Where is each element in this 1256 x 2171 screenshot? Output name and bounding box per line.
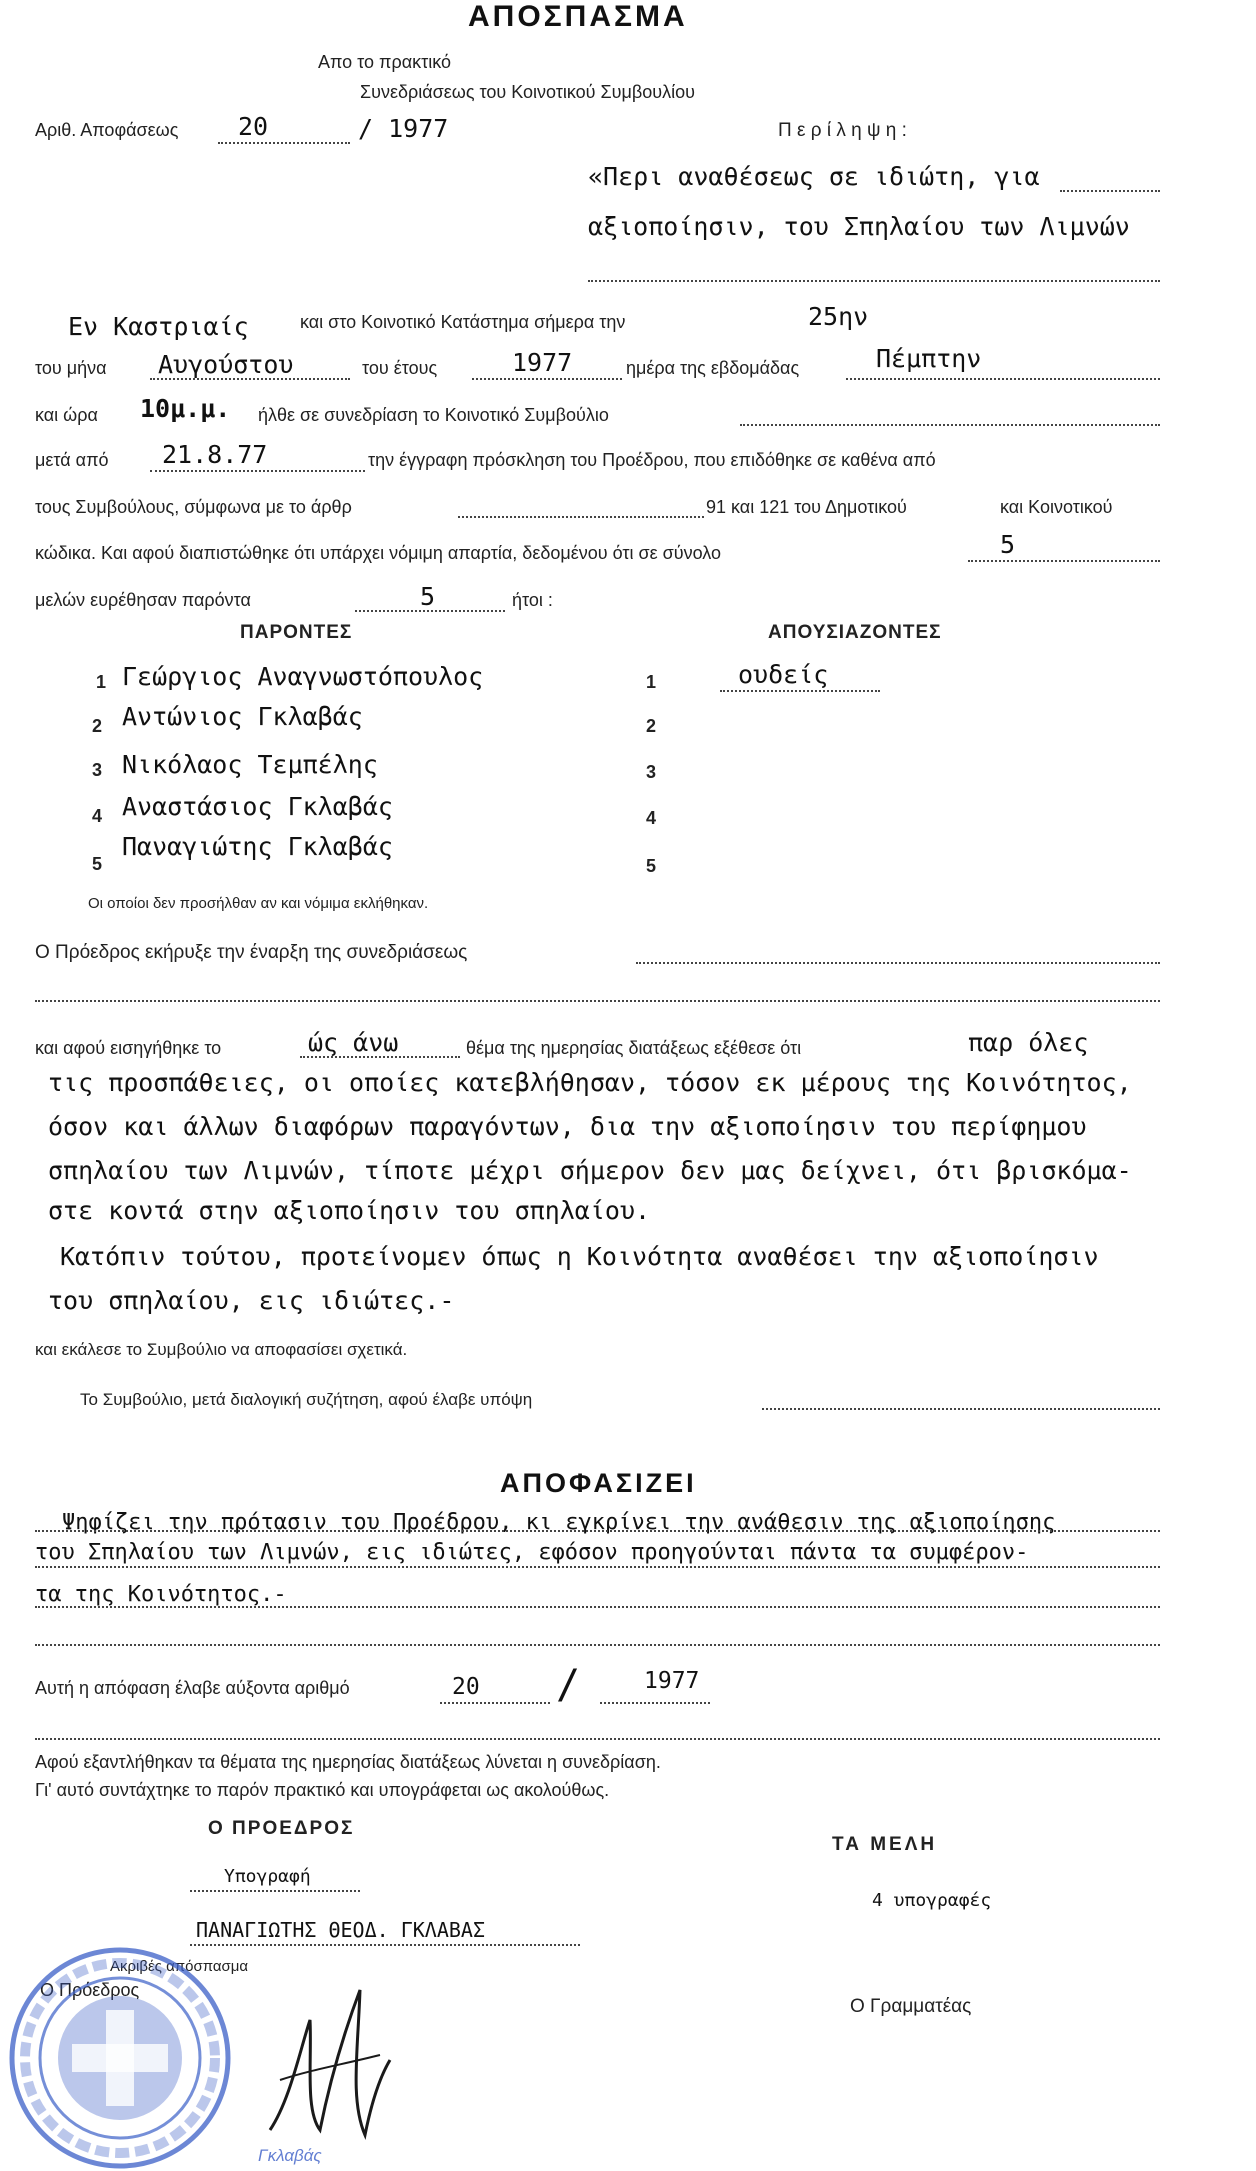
serial-label: Αυτή η απόφαση έλαβε αύξοντα αριθμό [35, 1678, 350, 1698]
meeting-line-1: και στο Κοινοτικό Κατάστημα σήμερα την [300, 312, 626, 332]
present-number: 2 [92, 716, 103, 736]
dotted-line [846, 378, 1160, 380]
proposal-line: του σπηλαίου, εις ιδιώτες.- [48, 1286, 455, 1315]
intro-start: παρ όλες [968, 1028, 1089, 1057]
stamp-seal [0, 1940, 290, 2171]
document-title: ΑΠΟΣΠΑΣΜΑ [468, 0, 688, 33]
law-text-2: και Κοινοτικού [1000, 497, 1113, 517]
present-number: 1 [96, 672, 107, 692]
total-members: 5 [1000, 530, 1016, 559]
body-line: στε κοντά στην αξιοποίησιν του σπηλαίου. [48, 1196, 651, 1225]
summary-line-1: «Περι αναθέσεως σε ιδιώτη, για [588, 162, 1040, 191]
decides-heading: ΑΠΟΦΑΣΙΖΕΙ [500, 1468, 697, 1498]
meeting-hour: 10μ.μ. [140, 394, 231, 423]
dotted-line [35, 1738, 1160, 1740]
signature-label: Υπογραφή [224, 1866, 311, 1887]
decision-label: Αριθ. Αποφάσεως [35, 120, 179, 140]
present-number: 4 [92, 806, 103, 826]
dotted-line [636, 962, 1160, 964]
closing-line-2: Γι' αυτό συντάχτηκε το παρόν πρακτικό και υπογράφεται ως ακολούθως. [35, 1780, 610, 1800]
dotted-line [35, 1644, 1160, 1646]
decision-line: τα της Κοινότητος.- [35, 1582, 287, 1607]
dotted-line [472, 378, 622, 380]
proposal-line: Κατόπιν τούτου, προτείνομεν όπως η Κοινότητα αναθέσει την αξιοποίησιν [60, 1242, 1099, 1271]
dotted-line [355, 610, 505, 612]
absent-name: ουδείς [738, 660, 829, 689]
year-label: του έτους [362, 358, 438, 378]
members-signatures: 4 υπογραφές [872, 1890, 992, 1911]
invitation-date: 21.8.77 [162, 440, 268, 469]
absent-number: 4 [646, 808, 657, 828]
body-line: τις προσπάθειες, οι οποίες κατεβλήθησαν, τόσον εκ μέρους της Κοινότητος, [48, 1068, 1132, 1097]
serial-number: 20 [452, 1674, 480, 1700]
intro-label: και αφού εισηγήθηκε το [35, 1038, 222, 1058]
copy-certification: Ακριβές απόσπασμα [110, 1958, 249, 1975]
namely-label: ήτοι : [512, 590, 553, 610]
meeting-month: Αυγούστου [158, 350, 294, 379]
dotted-line [968, 560, 1160, 562]
handwritten-signature [250, 1960, 410, 2160]
president-opened: Ο Πρόεδρος εκήρυξε την έναρξη της συνεδριάσεως [35, 942, 468, 963]
meeting-day: 25ην [808, 302, 869, 331]
dotted-line [588, 280, 1160, 282]
law-articles: 91 και 121 του Δημοτικού [706, 497, 907, 517]
hour-label: και ώρα [35, 405, 98, 425]
dotted-line [1060, 190, 1160, 192]
after-text: την έγγραφη πρόσκληση του Προέδρου, που επιδόθηκε σε καθένα από [368, 450, 936, 470]
quorum-text: κώδικα. Και αφού διαπιστώθηκε ότι υπάρχει νόμιμη απαρτία, δεδομένου ότι σε σύνολο [35, 543, 721, 563]
after-label: μετά από [35, 450, 109, 470]
present-name: Αντώνιος Γκλαβάς [122, 702, 363, 731]
present-number: 3 [92, 760, 103, 780]
body-line: σπηλαίου των Λιμνών, τίποτε μέχρι σήμερον δεν μας δείχνει, ότι βρισκόμα- [48, 1156, 1132, 1185]
dotted-line [35, 1000, 1160, 1002]
present-name: Νικόλαος Τεμπέλης [122, 750, 378, 779]
intro-subject: ώς άνω [308, 1028, 399, 1057]
stamp-signature-text: Γκλαβάς [258, 2146, 322, 2165]
dotted-line [150, 378, 350, 380]
present-name: Παναγιώτης Γκλαβάς [122, 832, 393, 861]
month-label: του μήνα [35, 358, 107, 378]
present-count: 5 [420, 582, 436, 611]
intro-text: θέμα της ημερησίας διατάξεως εξέθεσε ότι [466, 1038, 802, 1058]
dotted-line [300, 1056, 460, 1058]
members-heading: ΤΑ ΜΕΛΗ [832, 1834, 938, 1855]
present-number: 5 [92, 854, 103, 874]
decision-line: του Σπηλαίου των Λιμνών, εις ιδιώτες, εφόσον προηγούνται πάντα τα συμφέρον- [35, 1540, 1029, 1565]
meeting-year: 1977 [512, 348, 573, 377]
absent-heading: ΑΠΟΥΣΙΑΖΟΝΤΕΣ [768, 622, 942, 643]
dotted-line [458, 516, 704, 518]
absent-number: 3 [646, 762, 657, 782]
president-name: ΠΑΝΑΓΙΩΤΗΣ ΘΕΟΔ. ΓΚΛΑΒΑΣ [196, 1918, 485, 1942]
meeting-weekday: Πέμπτην [876, 344, 982, 373]
meeting-place: Εν Καστριαίς [68, 312, 249, 341]
from-line-1: Απο το πρακτικό [318, 52, 452, 72]
secretary-label: Ο Γραμματέας [850, 1996, 972, 2017]
absent-number: 2 [646, 716, 657, 736]
dotted-line [762, 1408, 1160, 1410]
closing-line-1: Αφού εξαντλήθηκαν τα θέματα της ημερησίας διατάξεως λύνεται η συνεδρίαση. [35, 1752, 661, 1772]
body-line: όσον και άλλων διαφόρων παραγόντων, δια την αξιοποίησιν του περίφημου [48, 1112, 1087, 1141]
president-heading: Ο ΠΡΟΕΔΡΟΣ [208, 1818, 355, 1839]
invited-council: και εκάλεσε το Συμβούλιο να αποφασίσει σχετικά. [35, 1340, 408, 1359]
dotted-line [150, 470, 365, 472]
invited-note: Οι οποίοι δεν προσήλθαν αν και νόμιμα εκλήθηκαν. [88, 895, 429, 912]
dotted-line [440, 1702, 550, 1704]
absent-number: 5 [646, 856, 657, 876]
decision-year: / 1977 [358, 114, 449, 143]
weekday-label: ημέρα της εβδομάδας [626, 358, 800, 378]
copy-president: Ο Πρόεδρος [40, 1980, 140, 2000]
decision-number: 20 [238, 112, 269, 141]
dotted-line [35, 1566, 1160, 1568]
members-label: μελών ευρέθησαν παρόντα [35, 590, 251, 610]
serial-year: 1977 [644, 1668, 700, 1694]
hour-text: ήλθε σε συνεδρίαση το Κοινοτικό Συμβούλιο [258, 405, 609, 425]
serial-slash: / [556, 1662, 581, 1708]
dotted-line [720, 690, 880, 692]
present-heading: ΠΑΡΟΝΤΕΣ [240, 622, 353, 643]
from-line-2: Συνεδριάσεως του Κοινοτικού Συμβουλίου [360, 82, 695, 102]
present-name: Αναστάσιος Γκλαβάς [122, 792, 393, 821]
summary-label: Π ε ρ ί λ η ψ η : [778, 120, 907, 141]
dotted-line [190, 1890, 360, 1892]
summary-line-2: αξιοποίησιν, του Σπηλαίου των Λιμνών [588, 212, 1130, 241]
present-name: Γεώργιος Αναγνωστόπουλος [122, 662, 484, 691]
law-text-1: τους Συμβούλους, σύμφωνα με το άρθρ [35, 497, 352, 517]
absent-number: 1 [646, 672, 657, 692]
dotted-line [600, 1702, 710, 1704]
dotted-line [740, 424, 1160, 426]
decision-line: Ψηφίζει την πρότασιν του Προέδρου, κι εγκρίνει την ανάθεσιν της αξιοποίησης [62, 1510, 1056, 1535]
dotted-line [218, 142, 350, 144]
council-text: Το Συμβούλιο, μετά διαλογική συζήτηση, αφού έλαβε υπόψη [80, 1390, 533, 1409]
dotted-line [35, 1606, 1160, 1608]
dotted-line [35, 1530, 1160, 1532]
